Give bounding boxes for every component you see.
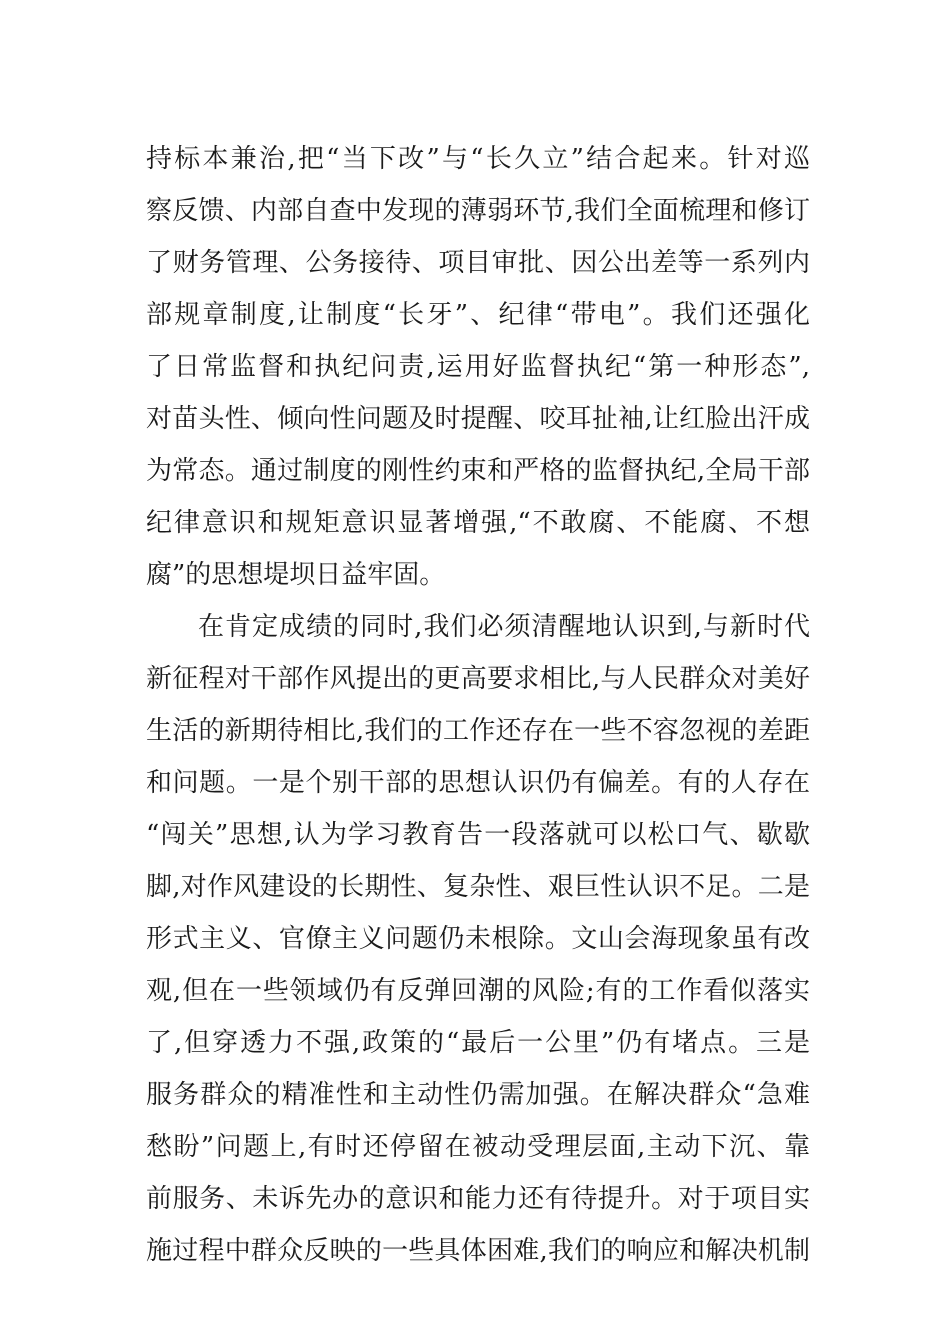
text-line: 形式主义、官僚主义问题仍未根除。文山会海现象虽有改: [146, 924, 810, 954]
text-line: 部规章制度,让制度“长牙”、纪律“带电”。我们还强化: [146, 300, 810, 330]
text-line: 持标本兼治,把“当下改”与“长久立”结合起来。针对巡: [146, 144, 810, 174]
text-line: 对苗头性、倾向性问题及时提醒、咬耳扯袖,让红脸出汗成: [146, 404, 810, 434]
text-line: 服务群众的精准性和主动性仍需加强。在解决群众“急难: [146, 1080, 810, 1110]
text-line: 施过程中群众反映的一些具体困难,我们的响应和解决机制: [146, 1236, 810, 1266]
text-line: 和问题。一是个别干部的思想认识仍有偏差。有的人存在: [146, 768, 810, 798]
body-text: [146, 133, 810, 1277]
text-line: 新征程对干部作风提出的更高要求相比,与人民群众对美好: [146, 664, 810, 694]
text-line: 前服务、未诉先办的意识和能力还有待提升。对于项目实: [146, 1184, 810, 1214]
paragraph-end-line: 腐”的思想堤坝日益牢固。: [146, 560, 446, 590]
text-line: 了财务管理、公务接待、项目审批、因公出差等一系列内: [146, 248, 810, 278]
text-line: 了日常监督和执纪问责,运用好监督执纪“第一种形态”,: [146, 352, 810, 382]
text-line: 生活的新期待相比,我们的工作还存在一些不容忽视的差距: [146, 716, 810, 746]
text-line: 察反馈、内部自查中发现的薄弱环节,我们全面梳理和修订: [146, 196, 810, 226]
text-line: 为常态。通过制度的刚性约束和严格的监督执纪,全局干部: [146, 456, 810, 486]
text-line: 了,但穿透力不强,政策的“最后一公里”仍有堵点。三是: [146, 1028, 810, 1058]
text-line: 脚,对作风建设的长期性、复杂性、艰巨性认识不足。二是: [146, 872, 810, 902]
text-line: 观,但在一些领域仍有反弹回潮的风险;有的工作看似落实: [146, 976, 810, 1006]
text-line: “闯关”思想,认为学习教育告一段落就可以松口气、歇歇: [146, 820, 810, 850]
paragraph-start-line: 在肯定成绩的同时,我们必须清醒地认识到,与新时代: [198, 612, 810, 642]
text-line: 纪律意识和规矩意识显著增强,“不敢腐、不能腐、不想: [146, 508, 810, 538]
text-line: 愁盼”问题上,有时还停留在被动受理层面,主动下沉、靠: [146, 1132, 810, 1162]
